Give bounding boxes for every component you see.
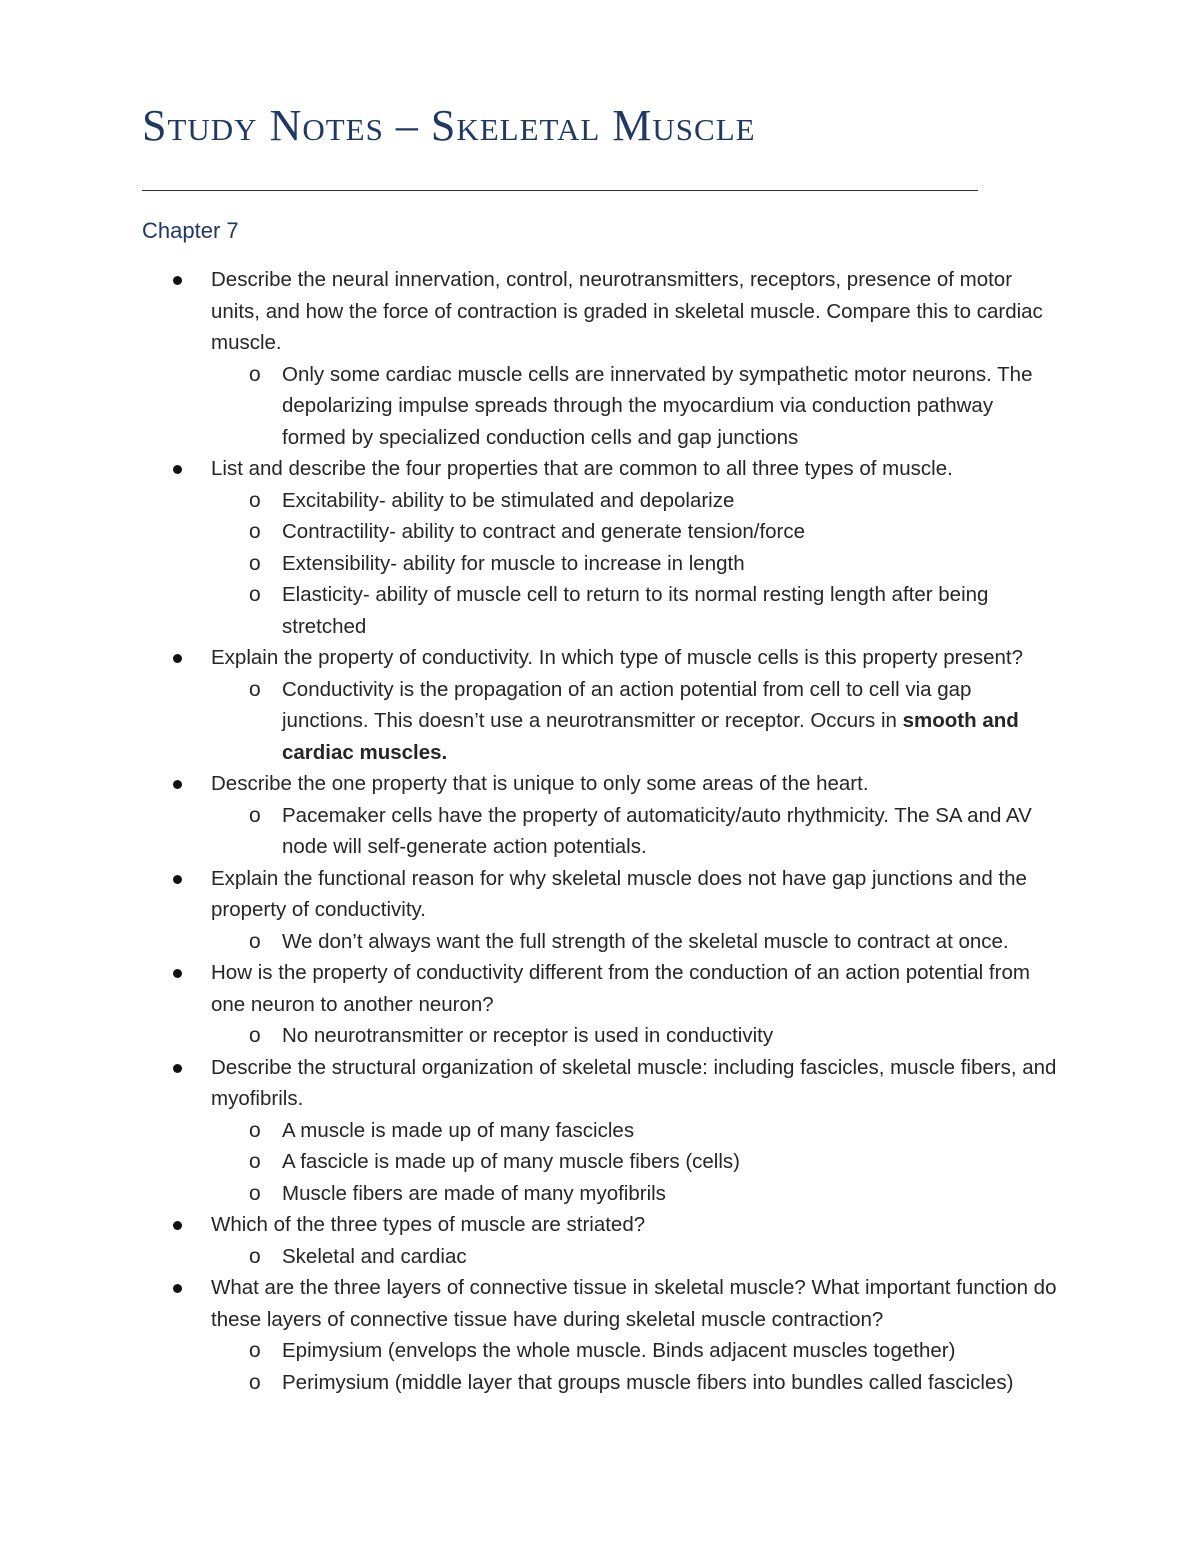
bullet-icon — [173, 276, 182, 285]
bullet-icon — [173, 969, 182, 978]
question-text: Which of the three types of muscle are striated? — [211, 1213, 646, 1236]
answer-text: A fascicle is made up of many muscle fibers (cells) — [282, 1150, 740, 1173]
answer-text: Perimysium (middle layer that groups muscle fibers into bundles called fascicles) — [282, 1370, 1014, 1394]
circle-bullet-icon: o — [249, 362, 261, 386]
notes-list — [142, 264, 1062, 1398]
question-text: How is the property of conductivity different from the conduction of an action potential from one neuron to another neuron? — [211, 961, 1030, 1016]
answer-item — [142, 1367, 1062, 1399]
answer-item — [142, 1115, 1062, 1147]
answer-item — [142, 1178, 1062, 1210]
answer-item — [142, 926, 1062, 958]
circle-bullet-icon: o — [249, 520, 261, 543]
question-item — [142, 863, 1062, 926]
answer-item — [142, 1020, 1062, 1052]
bullet-icon — [173, 654, 182, 663]
answer-text: A muscle is made up of many fascicles — [282, 1118, 635, 1142]
answer-item — [142, 1335, 1062, 1367]
answer-item — [142, 1241, 1062, 1273]
answer-text: Excitability- ability to be stimulated and depolarize — [282, 488, 735, 512]
question-text: Explain the functional reason for why skeletal muscle does not have gap junctions and the property of conductivity. — [211, 866, 1027, 921]
answer-text: No neurotransmitter or receptor is used in conductivity — [282, 1024, 774, 1047]
bullet-icon — [173, 780, 182, 789]
answer-text: Skeletal and cardiac — [282, 1244, 467, 1268]
circle-bullet-icon: o — [249, 1370, 261, 1394]
title-divider — [142, 190, 978, 191]
answer-item — [142, 548, 1062, 580]
answer-text: Contractility- ability to contract and generate tension/force — [282, 520, 806, 543]
circle-bullet-icon: o — [249, 1024, 261, 1047]
answer-item — [142, 674, 1062, 769]
bullet-icon — [173, 875, 182, 884]
question-text: What are the three layers of connective tissue in skeletal muscle? What important function do these layers of connective tissue have during skeletal muscle contraction? — [211, 1276, 1057, 1331]
bullet-icon — [173, 465, 182, 474]
answer-item — [142, 1146, 1062, 1178]
question-item — [142, 264, 1062, 359]
page-title: Study Notes – Skeletal Muscle — [142, 101, 756, 150]
circle-bullet-icon: o — [249, 677, 261, 701]
question-item — [142, 1272, 1062, 1335]
question-text: List and describe the four properties that are common to all three types of muscle. — [211, 457, 953, 480]
question-text: Describe the neural innervation, control, neurotransmitters, receptors, presence of motor units, and how the force of contraction is graded in skeletal muscle. Compare this to cardiac muscle. — [211, 268, 1043, 354]
answer-text: Muscle fibers are made of many myofibrils — [282, 1181, 666, 1205]
circle-bullet-icon: o — [249, 583, 261, 606]
answer-item — [142, 485, 1062, 517]
answer-text: Epimysium (envelops the whole muscle. Binds adjacent muscles together) — [282, 1339, 956, 1362]
circle-bullet-icon: o — [249, 551, 261, 575]
emphasis-text: smooth and cardiac muscles. — [282, 709, 1019, 764]
question-item — [142, 1209, 1062, 1241]
question-item — [142, 768, 1062, 800]
circle-bullet-icon: o — [249, 929, 261, 953]
question-text: Explain the property of conductivity. In which type of muscle cells is this property present? — [211, 646, 1024, 669]
chapter-heading: Chapter 7 — [142, 218, 239, 243]
answer-text: We don’t always want the full strength of the skeletal muscle to contract at once. — [282, 929, 1009, 953]
question-item — [142, 453, 1062, 485]
circle-bullet-icon: o — [249, 1118, 261, 1142]
answer-item — [142, 516, 1062, 548]
answer-text: Conductivity is the propagation of an action potential from cell to cell via gap junctions. This doesn’t use a neurotransmitter or receptor. Occurs in smooth and cardiac muscles. — [282, 677, 1019, 764]
question-item — [142, 642, 1062, 674]
question-item — [142, 1052, 1062, 1115]
answer-item — [142, 579, 1062, 642]
bullet-icon — [173, 1284, 182, 1293]
answer-item — [142, 359, 1062, 454]
circle-bullet-icon: o — [249, 1244, 261, 1268]
circle-bullet-icon: o — [249, 803, 261, 827]
bullet-icon — [173, 1221, 182, 1230]
circle-bullet-icon: o — [249, 1339, 261, 1362]
circle-bullet-icon: o — [249, 1181, 261, 1205]
bullet-icon — [173, 1064, 182, 1073]
question-text: Describe the structural organization of skeletal muscle: including fascicles, muscle fibers, and myofibrils. — [211, 1055, 1057, 1110]
answer-text: Pacemaker cells have the property of automaticity/auto rhythmicity. The SA and AV node will self-generate action potentials. — [282, 803, 1032, 858]
circle-bullet-icon: o — [249, 488, 261, 512]
answer-text: Elasticity- ability of muscle cell to return to its normal resting length after being stretched — [282, 583, 989, 638]
answer-text: Only some cardiac muscle cells are innervated by sympathetic motor neurons. The depolarizing impulse spreads through the myocardium via conduction pathway formed by specialized conduction cells and gap junctions — [282, 362, 1033, 449]
circle-bullet-icon: o — [249, 1150, 261, 1173]
answer-text: Extensibility- ability for muscle to increase in length — [282, 551, 745, 575]
question-text: Describe the one property that is unique to only some areas of the heart. — [211, 772, 869, 795]
question-item — [142, 957, 1062, 1020]
answer-item — [142, 800, 1062, 863]
